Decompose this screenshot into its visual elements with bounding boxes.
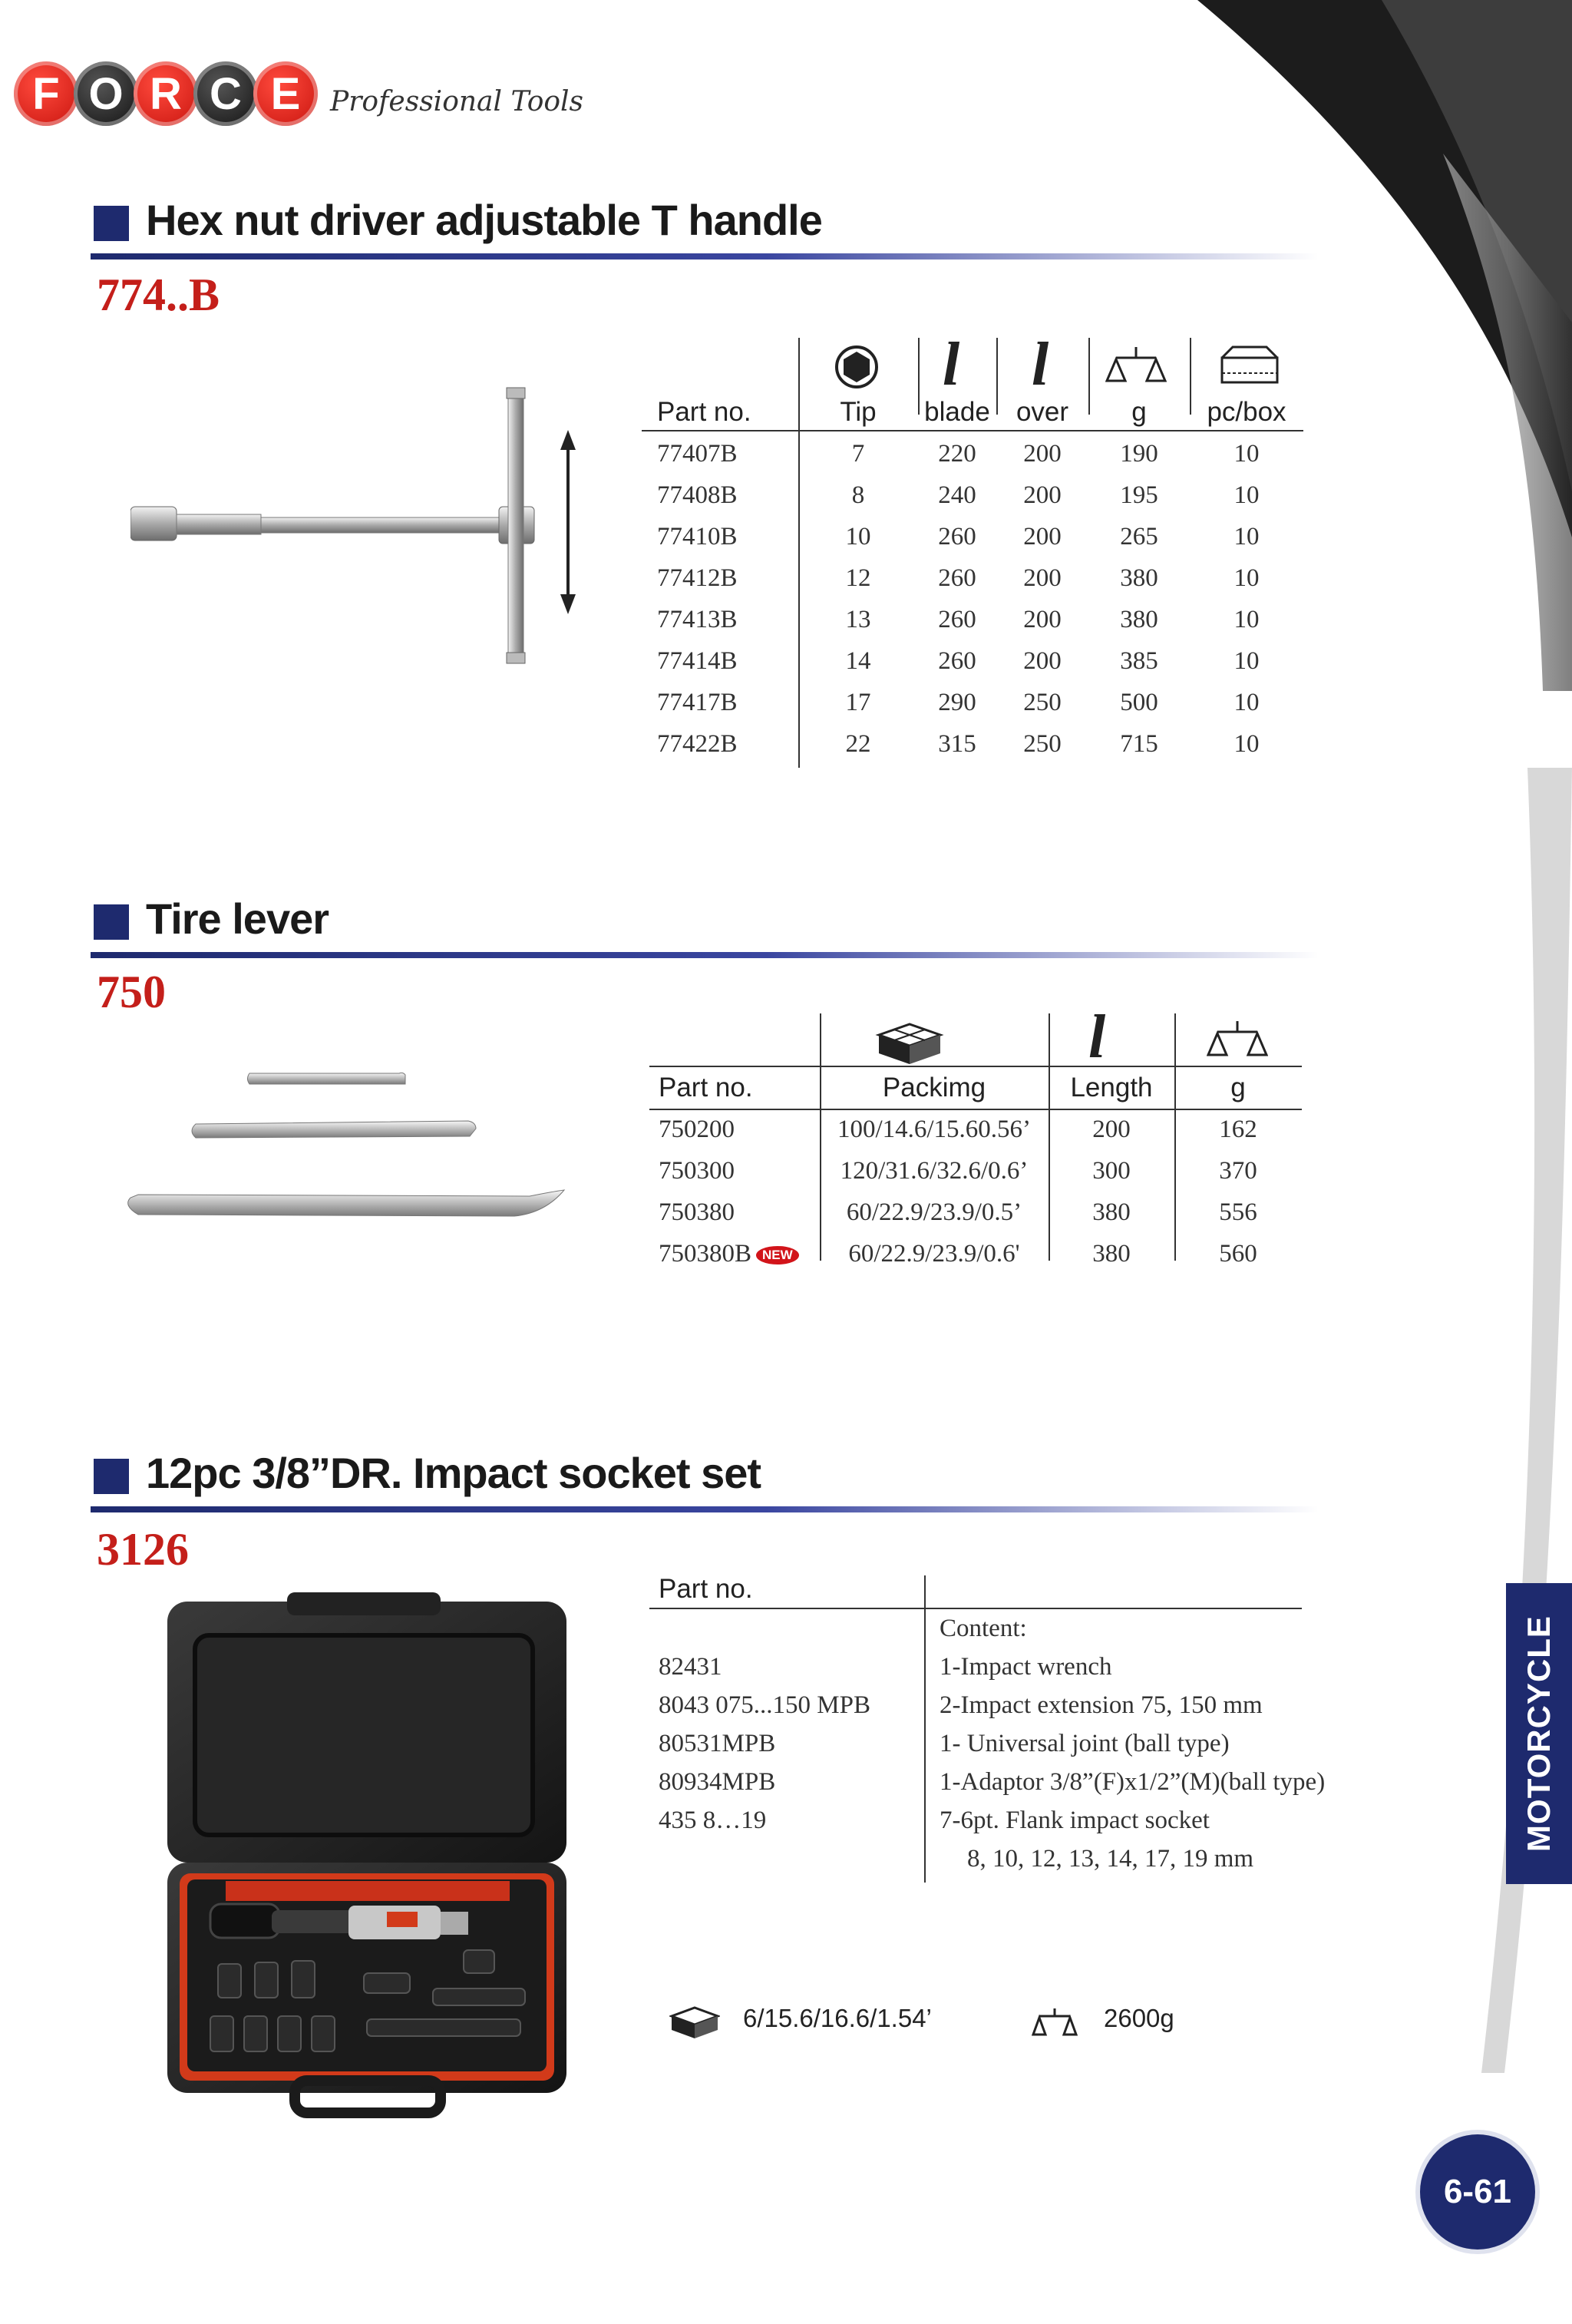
- brand-logo: [14, 55, 583, 132]
- header-part-no: Part no.: [657, 397, 751, 427]
- scale-icon: [1105, 342, 1167, 388]
- list-item: 1-Impact wrench: [940, 1653, 1112, 1681]
- list-item: 8, 10, 12, 13, 14, 17, 19 mm: [967, 1845, 1254, 1873]
- tire-lever-image: [115, 1060, 576, 1244]
- list-item: 1-Adaptor 3/8”(F)x1/2”(M)(ball type): [940, 1768, 1326, 1796]
- list-item: 2-Impact extension 75, 150 mm: [940, 1691, 1263, 1719]
- new-badge: NEW: [756, 1246, 799, 1264]
- table-row: 750200 100/14.6/15.60.56’ 200 162: [659, 1115, 1257, 1143]
- logo-tagline: Professional Tools: [330, 85, 584, 117]
- product-code-774b: 774..B: [97, 269, 220, 320]
- product-code-3126: 3126: [97, 1524, 189, 1575]
- logo-letter-c: C: [193, 61, 258, 126]
- logo-letter-r: R: [134, 61, 198, 126]
- header-part-no: Part no.: [659, 1073, 753, 1102]
- weight-value: 2600g: [1104, 2004, 1174, 2032]
- list-item: 8043 075...150 MPB: [659, 1691, 870, 1719]
- header-pc-box: pc/box: [1207, 397, 1286, 427]
- table-row: 750300 120/31.6/32.6/0.6’ 300 370: [659, 1156, 1257, 1185]
- socket-set-part-list: [659, 1648, 870, 1840]
- content-label: Content:: [940, 1615, 1027, 1642]
- header-over: over: [1016, 397, 1069, 427]
- page-number: 6-61: [1420, 2134, 1535, 2250]
- box-icon: [1217, 342, 1282, 388]
- header-packing: Packimg: [882, 1073, 986, 1102]
- section-rule: [91, 253, 1319, 260]
- table-row: 77417B 17 290 250 500 10: [657, 688, 1260, 716]
- t-handle-spec-table: [642, 392, 1303, 765]
- list-item: 1- Universal joint (ball type): [940, 1730, 1230, 1757]
- list-item: 80934MPB: [659, 1768, 776, 1796]
- header-tip: Tip: [840, 397, 877, 427]
- packing-value: 6/15.6/16.6/1.54’: [743, 2004, 932, 2032]
- length-icon: l: [1032, 331, 1049, 398]
- carton-icon: [669, 2002, 720, 2041]
- section-title-t-handle: Hex nut driver adjustable T handle: [146, 196, 822, 244]
- scale-icon: [1032, 2005, 1078, 2041]
- table-row: 750380 60/22.9/23.9/0.5’ 380 556: [659, 1198, 1257, 1226]
- table-row: 77414B 14 260 200 385 10: [657, 646, 1260, 675]
- table-row: 77422B 22 315 250 715 10: [657, 729, 1260, 758]
- header-weight: g: [1230, 1073, 1246, 1102]
- logo-letter-o: O: [74, 61, 138, 126]
- header-blade: blade: [924, 397, 990, 427]
- list-item: 80531MPB: [659, 1730, 776, 1757]
- table-row: 77413B 13 260 200 380 10: [657, 605, 1260, 633]
- table-row: 77410B 10 260 200 265 10: [657, 522, 1260, 550]
- section-rule: [91, 952, 1319, 958]
- scale-icon: [1207, 1017, 1268, 1063]
- tire-lever-spec-table: [649, 1067, 1302, 1274]
- list-item: 435 8…19: [659, 1807, 767, 1834]
- side-tab-motorcycle: MOTORCYCLE: [1506, 1583, 1572, 1884]
- table-row: 77412B 12 260 200 380 10: [657, 564, 1260, 592]
- section-title-tire-lever: Tire lever: [146, 894, 329, 943]
- length-icon: l: [943, 331, 960, 398]
- table-row: 77407B 7 220 200 190 10: [657, 439, 1260, 468]
- section-rule: [91, 1506, 1319, 1512]
- header-length: Length: [1070, 1073, 1153, 1102]
- list-item: 7-6pt. Flank impact socket: [940, 1807, 1210, 1834]
- hex-socket-icon: [834, 344, 880, 390]
- t-handle-image: [130, 384, 591, 668]
- product-code-750: 750: [97, 967, 166, 1017]
- header-part-no: Part no.: [659, 1574, 753, 1604]
- carton-icon: [875, 1017, 944, 1066]
- header-weight: g: [1131, 397, 1147, 427]
- socket-set-case-image: [164, 1589, 571, 2119]
- logo-letter-f: F: [14, 61, 78, 126]
- socket-set-content-list: [940, 1609, 1325, 1878]
- table-row: 750380B NEW 60/22.9/23.9/0.6' 380 560: [659, 1239, 1257, 1268]
- logo-letter-e: E: [253, 61, 318, 126]
- table-row: 77408B 8 240 200 195 10: [657, 481, 1260, 509]
- length-icon: l: [1088, 1003, 1106, 1071]
- list-item: 82431: [659, 1653, 722, 1681]
- section-title-socket-set: 12pc 3/8”DR. Impact socket set: [146, 1449, 761, 1497]
